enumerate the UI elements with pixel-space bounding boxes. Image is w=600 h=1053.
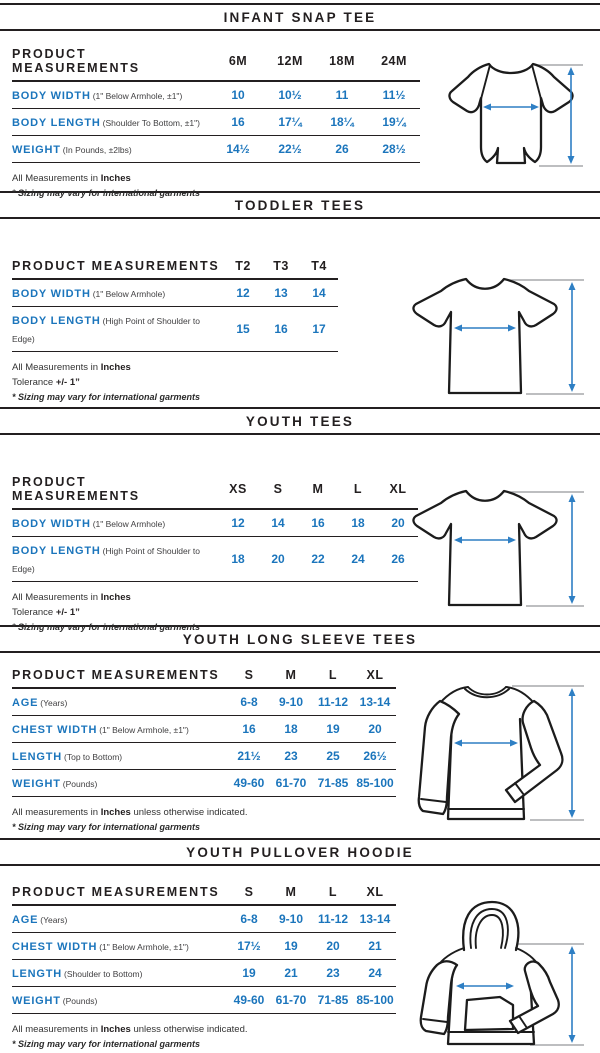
cell-value: 12 <box>224 279 262 307</box>
note-bold: +/- 1” <box>55 377 80 389</box>
cell-value: 24 <box>354 960 396 987</box>
cell-value: 14½ <box>212 136 264 163</box>
row-label: AGE <box>12 697 39 709</box>
column-header: L <box>312 883 354 905</box>
row-note: (1" Below Armhole, ±1") <box>99 942 189 952</box>
table-header-label: PRODUCT MEASUREMENTS <box>12 257 224 279</box>
table-row <box>12 109 420 136</box>
cell-value: 15 <box>224 307 262 352</box>
column-header: XS <box>218 473 258 509</box>
column-header: T3 <box>262 257 300 279</box>
kangaroo-pocket <box>465 997 513 1030</box>
column-header: 24M <box>368 45 420 81</box>
row-label: LENGTH <box>12 751 63 763</box>
row-note: (1" Below Armhole, ±1") <box>92 91 183 101</box>
column-header: L <box>338 473 378 509</box>
sizing-note: * Sizing may vary for international garments <box>12 822 201 833</box>
cell-value: 25 <box>312 743 354 770</box>
cell-value: 22 <box>298 537 338 582</box>
note-bold: Inches <box>100 592 131 603</box>
cell-value: 6-8 <box>228 688 270 716</box>
row-label: LENGTH <box>12 968 63 980</box>
body-length-arrow <box>569 494 576 604</box>
table-row <box>12 537 418 582</box>
cell-value: 16 <box>212 109 264 136</box>
row-label: WEIGHT <box>12 995 61 1007</box>
table-row <box>12 716 396 743</box>
cell-value: 10 <box>212 81 264 109</box>
note-bold: Inches <box>100 1024 131 1035</box>
table-header-label: PRODUCT MEASUREMENTS <box>12 45 212 81</box>
cell-value: 85-100 <box>354 770 396 797</box>
long-sleeve-drawing <box>406 677 586 827</box>
long-sleeve-tee-illustration <box>406 677 586 832</box>
cell-value: 19 <box>228 960 270 987</box>
section-header <box>0 838 600 866</box>
table-header-label: PRODUCT MEASUREMENTS <box>12 883 228 905</box>
column-header: XL <box>378 473 418 509</box>
section-youth-long-sleeve-tees <box>0 625 600 838</box>
cell-value: 13-14 <box>354 905 396 933</box>
infant-bodysuit-drawing <box>439 55 585 181</box>
column-header: S <box>228 883 270 905</box>
row-label: AGE <box>12 914 39 926</box>
sizing-note: * Sizing may vary for international garments <box>12 188 201 199</box>
table-header-row <box>12 473 418 509</box>
column-header: M <box>270 883 312 905</box>
section-title: YOUTH TEES <box>245 414 355 429</box>
size-table <box>12 883 396 1014</box>
toddler-tee-illustration <box>406 271 586 406</box>
column-header: S <box>258 473 298 509</box>
cell-value: 10½ <box>264 81 316 109</box>
length-arrow <box>569 946 576 1043</box>
section-title: TODDLER TEES <box>234 198 366 213</box>
column-header: T2 <box>224 257 262 279</box>
section-header <box>0 407 600 435</box>
table-row <box>12 136 420 163</box>
note-text: Tolerance <box>12 377 56 389</box>
sizing-note: * Sizing may vary for international garments <box>12 1039 201 1050</box>
row-note: (Top to Bottom) <box>64 752 123 762</box>
note-text: unless otherwise indicated. <box>130 1024 248 1035</box>
note-text: All measurements in <box>12 1024 101 1035</box>
right-shoulder <box>506 687 534 703</box>
row-note: (Shoulder to Bottom) <box>64 969 143 979</box>
cell-value: 18¼ <box>316 109 368 136</box>
cell-value: 12 <box>218 509 258 537</box>
cell-value: 26½ <box>354 743 396 770</box>
cell-value: 11-12 <box>312 905 354 933</box>
note-bold: Inches <box>100 173 131 184</box>
cell-value: 17¼ <box>264 109 316 136</box>
table-header-row <box>12 45 420 81</box>
torso-outline <box>448 719 524 819</box>
cell-value: 19¼ <box>368 109 420 136</box>
cell-value: 61-70 <box>270 770 312 797</box>
cell-value: 19 <box>312 716 354 743</box>
row-note: (Shoulder To Bottom, ±1") <box>102 118 200 128</box>
row-note: (Years) <box>40 698 68 708</box>
section-title: YOUTH PULLOVER HOODIE <box>186 845 414 860</box>
cell-value: 20 <box>258 537 298 582</box>
column-header: 18M <box>316 45 368 81</box>
row-note: (High Point of Shoulder to Edge) <box>12 316 201 344</box>
section-header <box>0 3 600 31</box>
table-row <box>12 688 396 716</box>
section-infant-snap-tee <box>0 3 600 199</box>
column-header: M <box>298 473 338 509</box>
t-shirt-drawing <box>406 483 586 613</box>
note-text: Tolerance <box>12 607 56 619</box>
cell-value: 18 <box>270 716 312 743</box>
cell-value: 11-12 <box>312 688 354 716</box>
cell-value: 16 <box>298 509 338 537</box>
table-row <box>12 960 396 987</box>
section-toddler-tees <box>0 191 600 407</box>
row-note: (1" Below Armhole) <box>92 519 166 529</box>
table-header-row <box>12 666 396 688</box>
table-header-row <box>12 883 396 905</box>
cell-value: 18 <box>218 537 258 582</box>
cell-value: 49-60 <box>228 770 270 797</box>
size-table <box>12 257 338 352</box>
table-header-label: PRODUCT MEASUREMENTS <box>12 666 228 688</box>
table-row <box>12 933 396 960</box>
cell-value: 20 <box>312 933 354 960</box>
section-title: INFANT SNAP TEE <box>223 10 377 25</box>
row-label: BODY WIDTH <box>12 288 91 300</box>
column-header: XL <box>354 883 396 905</box>
row-label: CHEST WIDTH <box>12 724 98 736</box>
row-note: (1" Below Armhole, ±1") <box>99 725 189 735</box>
cell-value: 26 <box>316 136 368 163</box>
cell-value: 11 <box>316 81 368 109</box>
cell-value: 13 <box>262 279 300 307</box>
cell-value: 21½ <box>228 743 270 770</box>
size-table <box>12 666 396 797</box>
cell-value: 71-85 <box>312 770 354 797</box>
column-header: 6M <box>212 45 264 81</box>
row-label: CHEST WIDTH <box>12 941 98 953</box>
cell-value: 20 <box>354 716 396 743</box>
hoodie-drawing <box>406 896 586 1048</box>
cell-value: 61-70 <box>270 987 312 1014</box>
cell-value: 18 <box>338 509 378 537</box>
cell-value: 19 <box>270 933 312 960</box>
note-text: All measurements in <box>12 807 101 818</box>
cell-value: 16 <box>262 307 300 352</box>
size-table <box>12 45 420 163</box>
t-shirt-drawing <box>406 271 586 401</box>
row-note: (Pounds) <box>62 779 98 789</box>
section-content <box>0 883 600 1049</box>
body-length-arrow <box>568 67 575 164</box>
column-header: L <box>312 666 354 688</box>
cell-value: 16 <box>228 716 270 743</box>
cell-value: 17½ <box>228 933 270 960</box>
pullover-hoodie-illustration <box>406 896 586 1053</box>
cell-value: 6-8 <box>228 905 270 933</box>
cell-value: 28½ <box>368 136 420 163</box>
cell-value: 71-85 <box>312 987 354 1014</box>
infant-snap-tee-illustration <box>439 55 585 186</box>
bodysuit-outline <box>449 64 572 163</box>
cell-value: 9-10 <box>270 688 312 716</box>
table-row <box>12 81 420 109</box>
sizing-note: * Sizing may vary for international garments <box>12 392 201 403</box>
row-note: (In Pounds, ±2lbs) <box>62 145 132 155</box>
cell-value: 21 <box>354 933 396 960</box>
note-text: unless otherwise indicated. <box>130 807 248 818</box>
cell-value: 20 <box>378 509 418 537</box>
t-shirt-outline <box>413 491 556 605</box>
size-table <box>12 473 418 582</box>
sizing-note: * Sizing may vary for international garments <box>12 622 201 633</box>
cell-value: 14 <box>300 279 338 307</box>
section-title: YOUTH LONG SLEEVE TEES <box>182 632 418 647</box>
row-label: BODY LENGTH <box>12 117 101 129</box>
note-bold: Inches <box>100 807 131 818</box>
table-row <box>12 509 418 537</box>
section-content <box>0 666 600 838</box>
note-text: All Measurements in <box>12 173 101 184</box>
row-note: (Pounds) <box>62 996 98 1006</box>
cell-value: 23 <box>312 960 354 987</box>
cell-value: 11½ <box>368 81 420 109</box>
section-youth-tees <box>0 407 600 633</box>
row-label: BODY WIDTH <box>12 90 91 102</box>
cell-value: 85-100 <box>354 987 396 1014</box>
column-header: M <box>270 666 312 688</box>
section-youth-pullover-hoodie <box>0 838 600 1049</box>
youth-tee-illustration <box>406 483 586 618</box>
table-header-label: PRODUCT MEASUREMENTS <box>12 473 218 509</box>
left-shoulder <box>440 687 468 703</box>
table-row <box>12 905 396 933</box>
table-row <box>12 743 396 770</box>
row-label: WEIGHT <box>12 778 61 790</box>
t-shirt-outline <box>413 279 556 393</box>
row-label: BODY WIDTH <box>12 518 91 530</box>
row-note: (High Point of Shoulder to Edge) <box>12 546 201 574</box>
table-row <box>12 987 396 1014</box>
body-length-arrow <box>569 282 576 392</box>
cell-value: 17 <box>300 307 338 352</box>
section-content <box>0 473 600 633</box>
row-note: (1" Below Armhole) <box>92 289 166 299</box>
column-header: 12M <box>264 45 316 81</box>
length-arrow <box>569 688 576 818</box>
note-bold: Inches <box>100 362 131 373</box>
cell-value: 24 <box>338 537 378 582</box>
row-label: BODY LENGTH <box>12 315 101 327</box>
table-header-row <box>12 257 338 279</box>
table-row <box>12 307 338 352</box>
column-header: T4 <box>300 257 338 279</box>
row-label: BODY LENGTH <box>12 545 101 557</box>
note-bold: +/- 1” <box>55 607 80 619</box>
cell-value: 21 <box>270 960 312 987</box>
cell-value: 23 <box>270 743 312 770</box>
cell-value: 49-60 <box>228 987 270 1014</box>
cell-value: 26 <box>378 537 418 582</box>
row-note: (Years) <box>40 915 68 925</box>
neckline <box>468 687 506 695</box>
note-text: All Measurements in <box>12 362 101 373</box>
cell-value: 22½ <box>264 136 316 163</box>
note-text: All Measurements in <box>12 592 101 603</box>
section-content <box>0 45 600 199</box>
section-content <box>0 257 600 407</box>
cell-value: 14 <box>258 509 298 537</box>
column-header: XL <box>354 666 396 688</box>
table-row <box>12 770 396 797</box>
table-row <box>12 279 338 307</box>
row-label: WEIGHT <box>12 144 61 156</box>
cell-value: 9-10 <box>270 905 312 933</box>
cell-value: 13-14 <box>354 688 396 716</box>
column-header: S <box>228 666 270 688</box>
